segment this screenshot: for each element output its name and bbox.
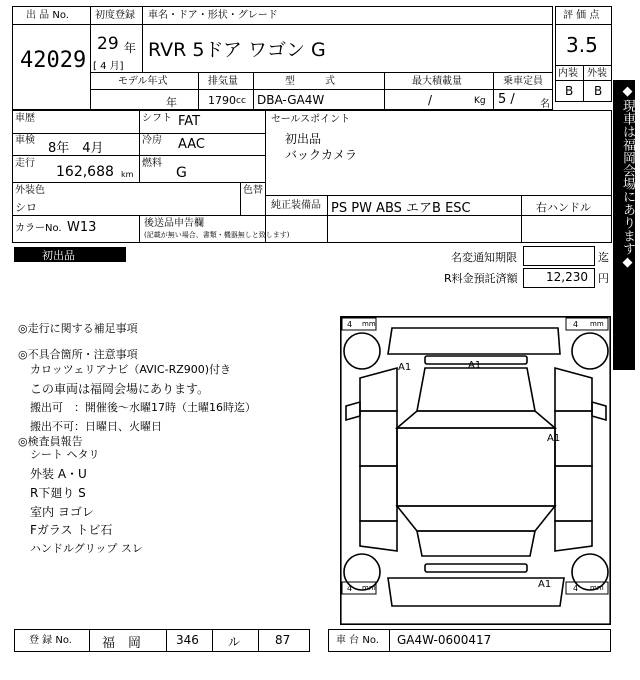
- color-no-value: W13: [67, 220, 97, 235]
- ac-label: 冷房: [142, 135, 162, 146]
- defect-line-2: この車両は福岡会場にあります。: [30, 382, 210, 396]
- lot-number: 42029: [20, 48, 87, 73]
- inspector-line-6: ハンドルグリップ スレ: [30, 542, 143, 555]
- recycle-label: R料金預託済額: [444, 272, 518, 285]
- name-change-label: 名変通知期限: [451, 251, 517, 264]
- tire-rl-depth: 4: [347, 584, 353, 593]
- tire-rl-unit: mm: [362, 584, 376, 592]
- type-value: DBA-GA4W: [257, 93, 325, 107]
- defect-line-4: 搬出不可：日曜日、火曜日: [30, 420, 162, 433]
- tire-fl-depth: 4: [347, 320, 353, 329]
- capacity-label: 乗車定員: [503, 76, 543, 87]
- year-unit: 年: [124, 41, 137, 55]
- sales-point-2: バックカメラ: [285, 148, 358, 162]
- inspector-line-5: Fガラス トビ石: [30, 523, 113, 537]
- genuine-equip-value: PS PW ABS エアB ESC: [331, 201, 471, 216]
- inspector-line-4: 室内 ヨゴレ: [30, 505, 94, 519]
- shift-value: FAT: [178, 114, 201, 129]
- sales-point-1: 初出品: [285, 132, 322, 146]
- inspector-line-3: R下廻り S: [30, 486, 86, 500]
- damage-mark-front-left: A1: [398, 362, 412, 373]
- color-change-label: 色替: [243, 185, 263, 196]
- damage-mark-right-side: A1: [547, 433, 561, 444]
- first-reg-label: 初度登録: [95, 10, 135, 21]
- ext-color-value: シロ: [15, 201, 37, 214]
- type-label: 型 式: [285, 76, 335, 87]
- registration-class-no: 346: [176, 633, 199, 647]
- displacement-label: 排気量: [208, 76, 238, 87]
- score-value: 3.5: [566, 33, 598, 57]
- lot-no-label: 出 品 No.: [26, 10, 69, 21]
- fuel-value: G: [176, 165, 187, 181]
- sales-points-label: セールスポイント: [271, 114, 351, 125]
- chassis-label: 車 台 No.: [336, 635, 379, 646]
- name-change-unit: 迄: [598, 251, 609, 264]
- defect-line-3: 搬出可 ：開催後～水曜17時（土曜16時迄）: [30, 401, 256, 414]
- name-change-box: [523, 246, 595, 266]
- ac-value: AAC: [178, 137, 205, 152]
- interior-grade: B: [565, 84, 574, 98]
- first-listing-badge-label: 初出品: [42, 249, 75, 262]
- aftermarket-label: 後送品申告欄: [144, 218, 204, 229]
- registration-region: 福 岡: [102, 636, 142, 651]
- aftermarket-note: (記載が無い場合、書類・機器無しと致します): [144, 231, 290, 239]
- inspection-label: 車検: [15, 135, 35, 146]
- exterior-grade: B: [594, 84, 603, 98]
- registration-kana: ル: [228, 635, 241, 649]
- side-banner-text: ◆現車は福岡会場にあります◆: [620, 84, 635, 270]
- ext-color-label: 外装色: [15, 185, 45, 196]
- displacement-value: 1790: [208, 94, 236, 107]
- inspector-heading: ◎検査員報告: [18, 435, 83, 448]
- mileage-unit: km: [121, 170, 134, 179]
- exterior-label: 外装: [587, 68, 607, 79]
- damage-mark-hood: A1: [468, 360, 482, 371]
- recycle-amount: 12,230: [546, 270, 588, 284]
- capacity-unit: 名: [540, 99, 550, 110]
- tire-fr-unit: mm: [590, 320, 604, 328]
- mileage-value: 162,688: [56, 164, 114, 180]
- damage-mark-rear: A1: [538, 579, 552, 590]
- inspection-value: 8年 4月: [48, 141, 104, 156]
- driving-notes-heading: ◎走行に関する補足事項: [18, 322, 138, 335]
- genuine-equip-label: 純正装備品: [271, 200, 321, 211]
- defects-heading: ◎不具合箇所・注意事項: [18, 348, 138, 361]
- mileage-label: 走行: [15, 158, 35, 169]
- registration-label: 登 録 No.: [29, 635, 72, 646]
- max-load-unit: Kg: [474, 96, 486, 106]
- first-reg-month: [ 4 月]: [93, 61, 124, 72]
- chassis-number: GA4W-0600417: [397, 633, 492, 647]
- steering-value: 右ハンドル: [536, 201, 591, 214]
- displacement-unit: cc: [236, 96, 246, 106]
- recycle-unit: 円: [598, 272, 609, 285]
- capacity-value: 5 /: [498, 92, 515, 107]
- model-year-unit: 年: [166, 96, 177, 109]
- max-load-slash: /: [428, 93, 433, 107]
- inspector-line-2: 外装 A・U: [30, 467, 87, 481]
- car-name-label: 車名・ドア・形状・グレード: [148, 10, 278, 21]
- tire-rr-depth: 4: [573, 584, 579, 593]
- history-label: 車歴: [15, 113, 35, 124]
- tire-fr-depth: 4: [573, 320, 579, 329]
- car-name: RVR 5ドア ワゴン G: [148, 39, 326, 61]
- color-no-label: カラーNo.: [15, 223, 62, 234]
- score-label: 評 価 点: [563, 10, 600, 21]
- interior-label: 内装: [558, 68, 578, 79]
- registration-number: 87: [275, 633, 291, 647]
- defect-line-1: カロッツェリアナビ（AVIC-RZ900)付き: [30, 363, 232, 376]
- inspector-line-1: シート ヘタリ: [30, 448, 100, 461]
- fuel-label: 燃料: [142, 158, 162, 169]
- max-load-label: 最大積載量: [412, 76, 462, 87]
- tire-fl-unit: mm: [362, 320, 376, 328]
- tire-rr-unit: mm: [590, 584, 604, 592]
- model-year-label: モデル年式: [118, 76, 168, 87]
- first-reg-year: 29: [97, 34, 119, 54]
- shift-label: シフト: [142, 113, 172, 124]
